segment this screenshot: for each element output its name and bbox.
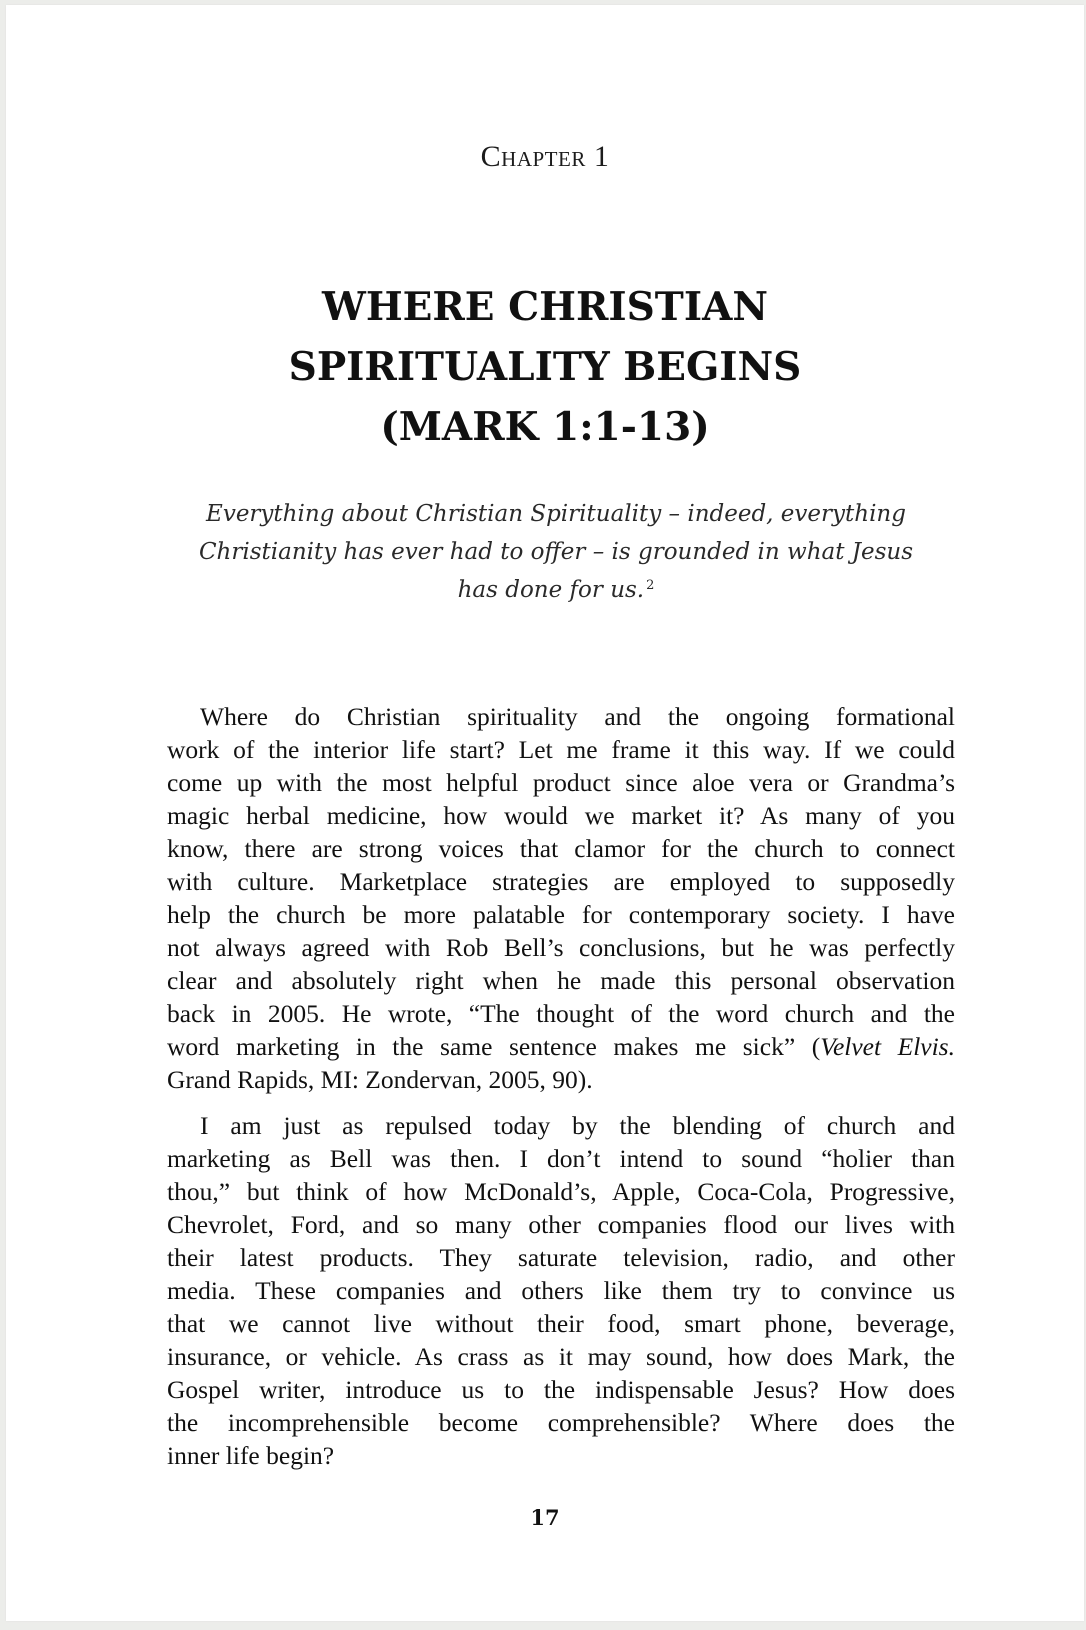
book-title-citation: Velvet Elvis. [820,1032,955,1061]
text-line: with culture. Marketplace strategies are employed to supposedly [167,867,955,896]
book-page [6,5,1084,1621]
body-text [167,700,955,1485]
text-line: inner life begin? [167,1441,335,1470]
text-line: their latest products. They saturate television, radio, and other [167,1243,955,1272]
text-line: come up with the most helpful product since aloe vera or Grandma’s [167,768,955,797]
text-line: media. These companies and others like them try to convince us [167,1276,955,1305]
text-line: Gospel writer, introduce us to the indispensable Jesus? How does [167,1375,955,1404]
text-line: that we cannot live without their food, smart phone, beverage, [167,1309,955,1338]
text-line: know, there are strong voices that clamor for the church to connect [167,834,955,863]
text-line: thou,” but think of how McDonald’s, Apple, Coca-Cola, Progressive, [167,1177,955,1206]
paragraph-1 [167,700,955,1096]
text-line: not always agreed with Rob Bell’s conclusions, but he was perfectly [167,933,955,962]
text-line: insurance, or vehicle. As crass as it may sound, how does Mark, the [167,1342,955,1371]
text-line: Grand Rapids, MI: Zondervan, 2005, 90). [167,1065,593,1094]
text-line: magic herbal medicine, how would we market it? As many of you [167,801,955,830]
epigraph-line-text: has done for us. [457,577,645,603]
text-line: back in 2005. He wrote, “The thought of the word church and the [167,999,955,1028]
text-segment: word marketing in the same sentence makes me sick” ( [167,1032,821,1061]
text-line: help the church be more palatable for contemporary society. I have [167,900,955,929]
chapter-title-line: (MARK 1:1-13) [380,404,710,450]
chapter-title-line: WHERE CHRISTIAN [322,284,768,330]
text-line: work of the interior life start? Let me frame it this way. If we could [167,735,955,764]
text-line [167,1030,955,1063]
text-line: the incomprehensible become comprehensible? Where does the [167,1408,955,1437]
epigraph-line: Everything about Christian Spirituality – indeed, everything [206,501,906,527]
paragraph-2 [167,1109,955,1472]
text-line: marketing as Bell was then. I don’t intend to sound “holier than [167,1144,955,1173]
epigraph-line: Christianity has ever had to offer – is grounded in what Jesus [198,539,914,565]
page-number: 17 [530,1505,560,1530]
chapter-title [6,277,1084,457]
chapter-label: Chapter 1 [480,140,610,173]
epigraph-line [186,571,926,609]
text-line: I am just as repulsed today by the blending of church and [200,1111,955,1140]
epigraph [186,495,926,609]
footnote-reference[interactable]: 2 [646,578,655,593]
text-line: Where do Christian spirituality and the ongoing formational [200,702,955,731]
text-line: clear and absolutely right when he made this personal observation [167,966,955,995]
text-line: Chevrolet, Ford, and so many other companies flood our lives with [167,1210,955,1239]
chapter-title-line: SPIRITUALITY BEGINS [288,344,802,390]
